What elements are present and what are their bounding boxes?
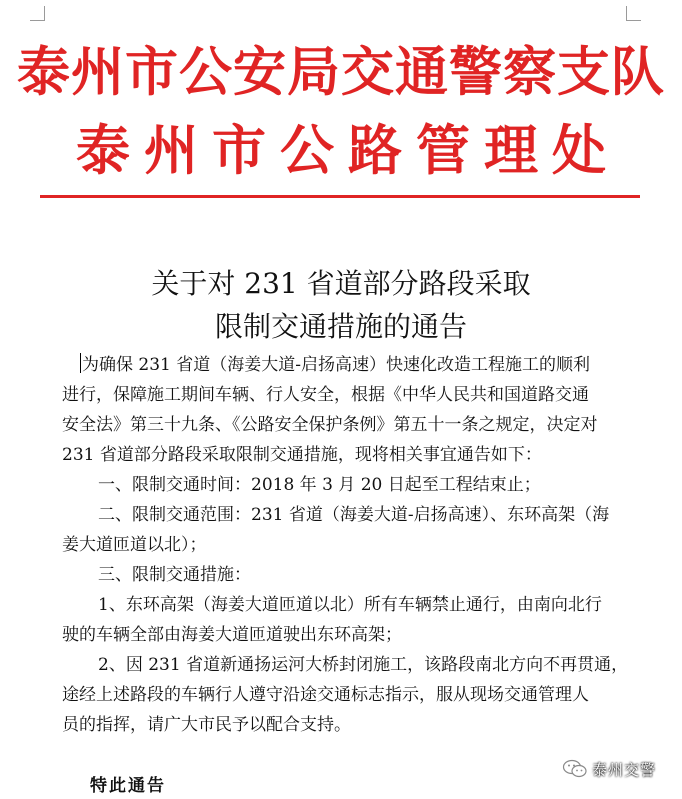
notice-title-line2: 限制交通措施的通告 [214,310,467,343]
body-line: 途经上述路段的车辆行人遵守沿途交通标志指示，服从现场交通管理人 [62,685,589,705]
watermark-text: 泰州交警 [592,760,657,779]
body-line: 安全法》第三十九条、《公路安全保护条例》第五十一条之规定，决定对 [62,415,598,435]
body-line: 一、限制交通时间：2018 年 3 月 20 日起至工程结束止； [98,475,541,495]
text-cursor [80,353,81,373]
body-line: 进行，保障施工期间车辆、行人安全，根据《中华人民共和国道路交通 [62,385,589,405]
body-line: 三、限制交通措施： [98,565,251,585]
page-corner-mark-right [626,6,641,21]
watermark [562,757,656,781]
closing-text: 特此通告 [90,776,166,796]
body-line: 2、因 231 省道新通扬运河大桥封闭施工，该路段南北方向不再贯通， [98,655,629,675]
body-line: 驶的车辆全部由海姜大道匝道驶出东环高架； [62,625,402,645]
body-line: 二、限制交通范围：231 省道（海姜大道-启扬高速）、东环高架（海 [98,505,610,525]
header-org-line1: 泰州市公安局交通警察支队 [17,41,665,103]
body-line: 231 省道部分路段采取限制交通措施，现将相关事宜通告如下： [62,445,542,465]
header-org-line2: 泰州市公路管理处 [76,118,620,182]
body-line: 员的指挥，请广大市民予以配合支持。 [62,715,351,735]
notice-body [62,350,642,740]
notice-title-line1: 关于对 231 省道部分路段采取 [151,267,531,300]
wechat-icon [562,759,588,779]
header-red-rule [40,195,640,198]
page-corner-mark-left [30,6,45,21]
body-line: 姜大道匝道以北）； [62,535,207,555]
body-line: 为确保 231 省道（海姜大道-启扬高速）快速化改造工程施工的顺利 [82,355,590,375]
body-line: 1、东环高架（海姜大道匝道以北）所有车辆禁止通行，由南向北行 [98,595,602,615]
